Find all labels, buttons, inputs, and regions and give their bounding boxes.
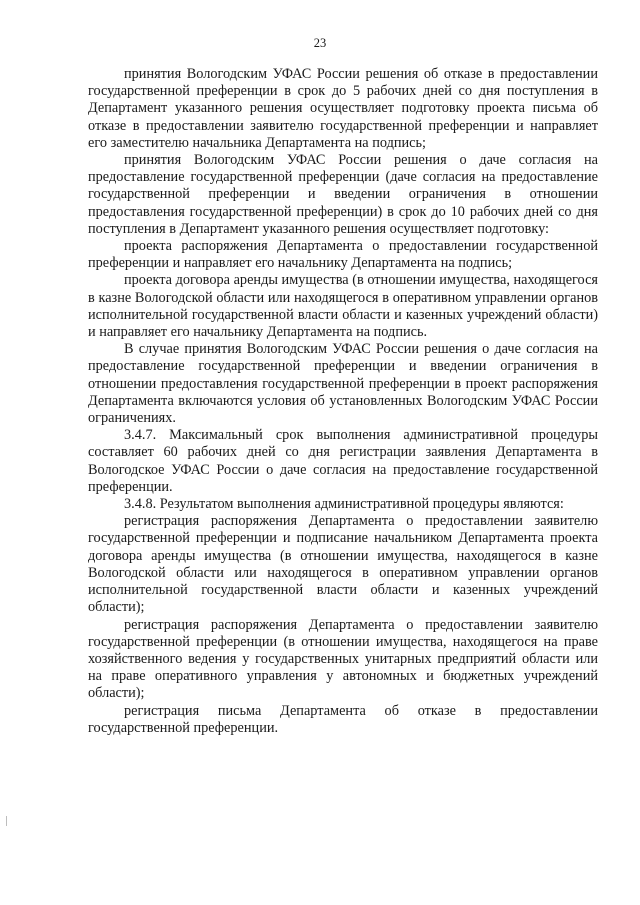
paragraph-refusal-decision: принятия Вологодским УФАС России решения об отказе в предоставлении государственной преференции в срок до 5 рабочих дней со дня поступления в Департамент указанного решения осуществляет подготовку проекта письма об отказе в предоставлении заявителю государственной преференции и направляет его заместителю начальника Департамента на подпись;	[88, 66, 598, 151]
paragraph-draft-lease: проекта договора аренды имущества (в отношении имущества, находящегося в казне Вологодской области или находящегося в оперативном управлении органов исполнительной государственной власти области и казенных учреждений области) и направляет его начальнику Департамента на подпись.	[88, 272, 598, 341]
paragraph-draft-order: проекта распоряжения Департамента о предоставлении государственной преференции и направляет его начальнику Департамента на подпись;	[88, 238, 598, 272]
paragraph-3-4-8: 3.4.8. Результатом выполнения административной процедуры являются:	[124, 496, 564, 513]
scan-margin-mark	[6, 816, 7, 826]
paragraph-restrictions: В случае принятия Вологодским УФАС России решения о даче согласия на предоставление государственной преференции и введении ограничения в отношении предоставления государственной преференции в проект распоряжения Департамента включаются условия об установленных Вологодским УФАС России ограничениях.	[88, 341, 598, 427]
paragraph-consent-decision: принятия Вологодским УФАС России решения о даче согласия на предоставление государственной преференции (даче согласия на предоставление государственной преференции и введении ограничения в отношении предоставления государственной преференции) в срок до 10 рабочих дней со дня поступления в Департамент указанного решения осуществляет подготовку:	[88, 152, 598, 237]
page-number: 23	[313, 36, 327, 50]
paragraph-result-refusal-letter: регистрация письма Департамента об отказе в предоставлении государственной преференции.	[88, 702, 598, 736]
document-body	[88, 66, 598, 737]
paragraph-3-4-7: 3.4.7. Максимальный срок выполнения административной процедуры составляет 60 рабочих дней со дня регистрации заявления Департамента в Вологодское УФАС России о даче согласия на предоставление государственной преференции.	[88, 427, 598, 495]
paragraph-result-order-and-lease: регистрация распоряжения Департамента о предоставлении заявителю государственной преференции и подписание начальником Департамента проекта договора аренды имущества (в отношении имущества, находящегося в казне Вологодской области или находящегося в оперативном управлении органов исполнительной государственной власти области и казенных учреждений области);	[88, 513, 598, 616]
paragraph-result-order: регистрация распоряжения Департамента о предоставлении заявителю государственной преференции (в отношении имущества, находящегося на праве хозяйственного ведения у государственных унитарных предприятий области или на праве оперативного управления у автономных и бюджетных учреждений области);	[88, 616, 598, 702]
